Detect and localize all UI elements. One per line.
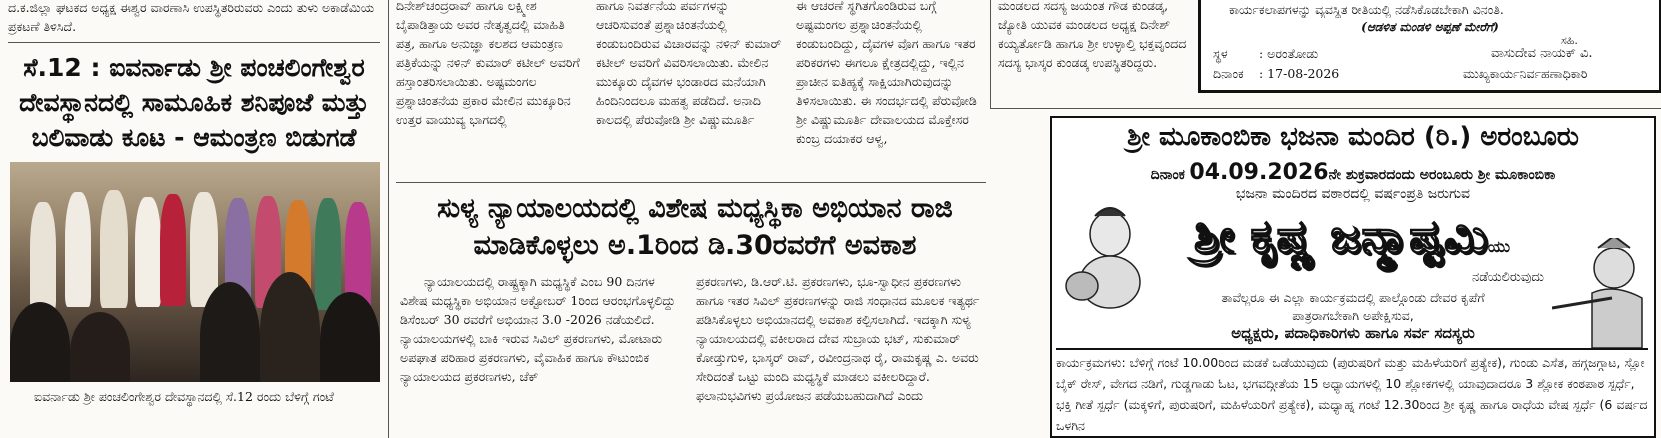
- col2-text-c: ಈ ಆಚರಣೆ ಸ್ಥಗಿತಗೊಂಡಿರುವ ಬಗ್ಗೆ ಅಷ್ಟಮಂಗಲ ಪ್ರಶ್ನಾಚಿಂತನೆಯಲ್ಲಿ ಕಂಡುಬಂದಿದ್ದು, ದೈವಗಳ ವೊಗ ಹಾಗೂ ಇತರ ಪರಿಕರಗಳು ಈಗಲೂ ಕ್ಷೇತ್ರದಲ್ಲಿದ್ದು, ಇಲ್ಲಿನ ಪ್ರಾಚೀನ ಐತಿಹ್ಯಕ್ಕೆ ಸಾಕ್ಷಿಯಾಗಿರುವುದನ್ನು ತಿಳಿಸಲಾಯಿತು. ಈ ಸಂದರ್ಭದಲ್ಲಿ ಪೆರುವೋಡಿ ಶ್ರೀ ವಿಷ್ಣುಮೂರ್ತಿ ದೇವಾಲಯದ ಮೊಕ್ತೇಸರ ಕುಂಬ್ರ ದಯಾಕರ ಆಳ್ವ,: [796, 0, 977, 146]
- divider: [990, 0, 991, 108]
- court-text-left: ನ್ಯಾಯಾಲಯದಲ್ಲಿ ರಾಷ್ಟ್ರಕ್ಕಾಗಿ ಮಧ್ಯಸ್ಥಿಕೆ ಎಂಬ 90 ದಿನಗಳ ವಿಶೇಷ ಮಧ್ಯಸ್ಥಿಕಾ ಅಭಿಯಾನ ಅಕ್ಟೋಬರ್ 1ರಿಂದ ಆರಂಭಗೊಳ್ಳಲಿದ್ದು ಡಿಸೆಂಬರ್ 30 ರವರೆಗೆ ಅಭಿಯಾನ 3.0 -2026 ನಡೆಯಲಿದೆ. ನ್ಯಾಯಾಲಯಗಳಲ್ಲಿ ಬಾಕಿ ಇರುವ ಸಿವಿಲ್ ಪ್ರಕರಣಗಳು, ಮೋಟಾರು ಅಪಘಾತ ಪರಿಹಾರ ಪ್ರಕರಣಗಳು, ವೈವಾಹಿಕ ಹಾಗೂ ಕೌಟುಂಬಿಕ ನ್ಯಾಯಾಲಯದ ಪ್ರಕರಣಗಳು, ಚೆಕ್: [400, 274, 676, 384]
- ad-event-line: [1147, 204, 1557, 268]
- ad-line2: ಭಜನಾ ಮಂದಿರದ ವಠಾರದಲ್ಲಿ ವರ್ಷಂಪ್ರತಿ ಜರುಗುವ: [1235, 186, 1471, 202]
- ad-from: ಅಧ್ಯಕ್ಷರು, ಪದಾಧಿಕಾರಿಗಳು ಹಾಗೂ ಸರ್ವ ಸದಸ್ಯರು: [1231, 324, 1475, 342]
- ad-invite1: ತಾವೆಲ್ಲರೂ ಈ ಎಲ್ಲಾ ಕಾರ್ಯಕ್ರಮದಲ್ಲಿ ಪಾಲ್ಗೊಂಡು ದೇವರ ಕೃಪೆಗೆ: [1221, 290, 1485, 305]
- court-text-right: ಪ್ರಕರಣಗಳು, ಡಿ.ಆರ್.ಟಿ. ಪ್ರಕರಣಗಳು, ಭೂ-ಸ್ವಾಧೀನ ಪ್ರಕರಣಗಳು ಹಾಗೂ ಇತರ ಸಿವಿಲ್ ಪ್ರಕರಣಗಳನ್ನು ರಾಜಿ ಸಂಧಾನದ ಮೂಲಕ ಇತ್ಯರ್ಥ ಪಡಿಸಿಕೊಳ್ಳಲು ಅಭಿಯಾನದಲ್ಲಿ ಅವಕಾಶ ಕಲ್ಪಿಸಲಾಗಿದೆ. ಇದಕ್ಕಾಗಿ ಸುಳ್ಯ ನ್ಯಾಯಾಲಯದಲ್ಲಿ ವಕೀಲರಾದ ದೇವ ಸುಬ್ರಾಯ ಭಟ್, ಸುಕುಮಾರ್ ಕೋಡ್ತುಗುಳಿ, ಭಾಸ್ಕರ್ ರಾವ್, ರವೀಂದ್ರನಾಥ ರೈ, ರಾಮಕೃಷ್ಣ ಎ. ಅವರು ಸೇರಿದಂತೆ ಒಟ್ಟು ಮಂದಿ ಮಧ್ಯಸ್ಥಿಕೆ ಮಾಡಲು ವಕೀಲರಿದ್ದಾರೆ. ಫಲಾನುಭವಿಗಳು ಪ್ರಯೋಜನ ಪಡೆಯಬಹುದಾಗಿದೆ ಎಂದು: [696, 274, 980, 403]
- notice-place-value: : ಅರಂತೋಡು: [1259, 46, 1319, 61]
- notice-line1: ಕಾರ್ಯಕಲಾಪಗಳನ್ನು ವ್ಯವಸ್ಥಿತ ರೀತಿಯಲ್ಲಿ ನಡೆಸಿಕೊಡಬೇಕಾಗಿ ವಿನಂತಿ.: [1229, 2, 1504, 17]
- notice-place-label: ಸ್ಥಳ: [1213, 46, 1228, 61]
- notice-box: [1198, 0, 1661, 93]
- notice-line2: (ಆಡಳಿತ ಮಂಡಳಿ ಅಪ್ಪಣೆ ಮೇರೆಗೆ): [1361, 20, 1499, 34]
- col3-text: ಮಂಡಲದ ಸದಸ್ಯ ಜಯಂತ ಗೌಡ ಕುಂಡಡ್ಕ, ಜ್ಯೋತಿ ಯುವಕ ಮಂಡಲದ ಅಧ್ಯಕ್ಷ ದಿನೇಶ್ ಕಯ್ಯರ್ತೋಡಿ ಹಾಗೂ ಶ್ರೀ ಉಳ್ಳಾಲ್ತಿ ಭಕ್ತವೃಂದದ ಸದಸ್ಯ ಭಾಸ್ಕರ ಕುಂಡಡ್ಕ ಉಪಸ್ಥಿತರಿದ್ದರು.: [998, 0, 1187, 70]
- ad-date-suffix: ನೇ ಶುಕ್ರವಾರದಂದು ಅರಂಬೂರು ಶ್ರೀ ಮೂಕಾಂಬಿಕಾ: [1328, 167, 1556, 183]
- ad-date: 04.09.2026: [1189, 160, 1329, 185]
- col2-text-a: ದಿನೇಶ್‌ಚಂದ್ರರಾವ್ ಹಾಗೂ ಲಕ್ಷ್ಮೀಶ ಬೈಪಾಡಿತ್ತಾಯ ಅವರ ನೇತೃತ್ವದಲ್ಲಿ ಮಾಹಿತಿ ಪತ್ರ, ಹಾಗೂ ಅನುಜ್ಞಾ ಕಲಶದ ಆಮಂತ್ರಣ ಪತ್ರಿಕೆಯನ್ನು ನಳಿನ್ ಕುಮಾರ್ ಕಟೀಲ್ ಅವರಿಗೆ ಹಸ್ತಾಂತರಿಸಲಾಯಿತು. ಅಷ್ಟಮಂಗಲ ಪ್ರಶ್ನಾಚಿಂತನೆಯ ಪ್ರಕಾರ ಮೇಲಿನ ಮುಕ್ಕೂರಿನ ಉತ್ತರ ವಾಯುವ್ಯ ಭಾಗದಲ್ಲಿ: [396, 0, 580, 127]
- col1-headline: ಸೆ.12 : ಐವರ್ನಾಡು ಶ್ರೀ ಪಂಚಲಿಂಗೇಶ್ವರ ದೇವಸ್ಥಾನದಲ್ಲಿ ಸಾಮೂಹಿಕ ಶನಿಪೂಜೆ ಮತ್ತು ಬಲಿವಾಡು ಕೂಟ - ಆಮಂತ್ರಣ ಬಿಡುಗಡೆ: [19, 53, 369, 152]
- divider: [8, 42, 380, 43]
- ad-event: ಶ್ರೀ ಕೃಷ್ಣ ಜನ್ಮಾಷ್ಟಮಿ: [1193, 209, 1488, 263]
- court-headline: ಸುಳ್ಯ ನ್ಯಾಯಾಲಯದಲ್ಲಿ ವಿಶೇಷ ಮಧ್ಯಸ್ಥಿಕಾ ಅಭಿಯಾನ ರಾಜಿ ಮಾಡಿಕೊಳ್ಳಲು ಅ.1ರಿಂದ ಡಿ.30ರವರೆಗೆ ಅವಕಾಶ: [437, 193, 953, 261]
- ad-event-suffix: ಯು: [1487, 237, 1511, 256]
- notice-officer-name: ವಾಸುದೇವ ನಾಯಕ್ ವಿ.: [1491, 46, 1593, 61]
- notice-sign: ಸಹಿ.: [1561, 34, 1578, 47]
- photo-caption: ಐವರ್ನಾಡು ಶ್ರೀ ಪಂಚಲಿಂಗೇಶ್ವರ ದೇವಸ್ಥಾನದಲ್ಲಿ ಸೆ.12 ರಂದು ಬೆಳಿಗ್ಗೆ ಗಂಟೆ: [34, 389, 334, 404]
- divider: [388, 0, 389, 438]
- janmashtami-ad: [1050, 116, 1656, 438]
- ad-date-line: [1052, 160, 1654, 185]
- divider: [990, 108, 1661, 109]
- col1-top-text: ದ.ಕ.ಜಿಲ್ಲಾ ಘಟಕದ ಅಧ್ಯಕ್ಷ ಈಶ್ವರ ವಾರಣಾಸಿ ಉಪಸ್ಥಿತರಿರುವರು ಎಂದು ತುಳು ಅಕಾಡೆಮಿಯ ಪ್ರಕಟಣೆ ತಿಳಿಸಿದೆ.: [8, 0, 375, 34]
- ad-programme: ಕಾರ್ಯಕ್ರಮಗಳು: ಬೆಳಿಗ್ಗೆ ಗಂಟೆ 10.00ರಿಂದ ಮಡಕೆ ಒಡೆಯುವುದು (ಪುರುಷರಿಗೆ ಮತ್ತು ಮಹಿಳೆಯರಿಗೆ ಪ್ರತ್ಯೇಕ), ಗುಂಡು ಎಸೆತ, ಹಗ್ಗಜಗ್ಗಾಟ, ಸ್ಲೋ ಬೈಕ್ ರೇಸ್, ವೇಗದ ನಡಿಗೆ, ಗುಡ್ಡಗಾಡು ಓಟ, ಭಗವದ್ಗೀತೆಯ 15 ಅಧ್ಯಾಯಗಳಲ್ಲಿ 10 ಶ್ಲೋಕಗಳಲ್ಲಿ ಯಾವುದಾದರೂ 3 ಶ್ಲೋಕ ಕಂಠಪಾಠ ಸ್ಪರ್ಧೆ, ಭಕ್ತಿ ಗೀತೆ ಸ್ಪರ್ಧೆ (ಮಕ್ಕಳಿಗೆ, ಪುರುಷರಿಗೆ, ಮಹಿಳೆಯರಿಗೆ ಪ್ರತ್ಯೇಕ), ಮಧ್ಯಾಹ್ನ ಗಂಟೆ 12.30ರಿಂದ ಶ್ರೀ ಕೃಷ್ಣ ಹಾಗೂ ರಾಧೆಯ ವೇಷ ಸ್ಪರ್ಧೆ (6 ವರ್ಷದ ಒಳಗಿನ: [1056, 348, 1648, 438]
- ad-title: ಶ್ರೀ ಮೂಕಾಂಬಿಕಾ ಭಜನಾ ಮಂದಿರ (ರಿ.) ಅರಂಬೂರು: [1127, 122, 1579, 152]
- notice-date-value: : 17-08-2026: [1259, 66, 1340, 81]
- ad-invite2: ಪಾತ್ರರಾಗಬೇಕಾಗಿ ಅಪೇಕ್ಷಿಸುವ,: [1292, 308, 1414, 323]
- ad-held: ನಡೆಯಲಿರುವುದು: [1472, 270, 1544, 285]
- ad-date-prefix: ದಿನಾಂಕ: [1150, 167, 1185, 183]
- notice-date-label: ದಿನಾಂಕ: [1213, 66, 1244, 81]
- divider: [396, 182, 986, 183]
- news-photo: [10, 162, 380, 382]
- notice-officer-title: ಮುಖ್ಯಕಾರ್ಯನಿರ್ವಹಣಾಧಿಕಾರಿ: [1463, 66, 1588, 81]
- col2-text-b: ಹಾಗೂ ನಿವರ್ತನೆಯ ಪರ್ವಗಳನ್ನು ಆಚರಿಸುವಂತೆ ಪ್ರಶ್ನಾಚಿಂತನೆಯಲ್ಲಿ ಕಂಡುಬಂದಿರುವ ವಿಚಾರವನ್ನು ನಳಿನ್ ಕುಮಾರ್ ಕಟೀಲ್ ಅವರಿಗೆ ವಿವರಿಸಲಾಯಿತು. ಮೇಲಿನ ಮುಕ್ಕೂರು ದೈವಗಳ ಭಂಡಾರದ ಮನೆಯಾಗಿ ಹಿಂದಿನಿಂದಲೂ ಮಹತ್ವ ಪಡೆದಿದೆ. ಅನಾದಿ ಕಾಲದಲ್ಲಿ ಪೆರುವೋಡಿ ಶ್ರೀ ವಿಷ್ಣುಮೂರ್ತಿ: [596, 0, 782, 127]
